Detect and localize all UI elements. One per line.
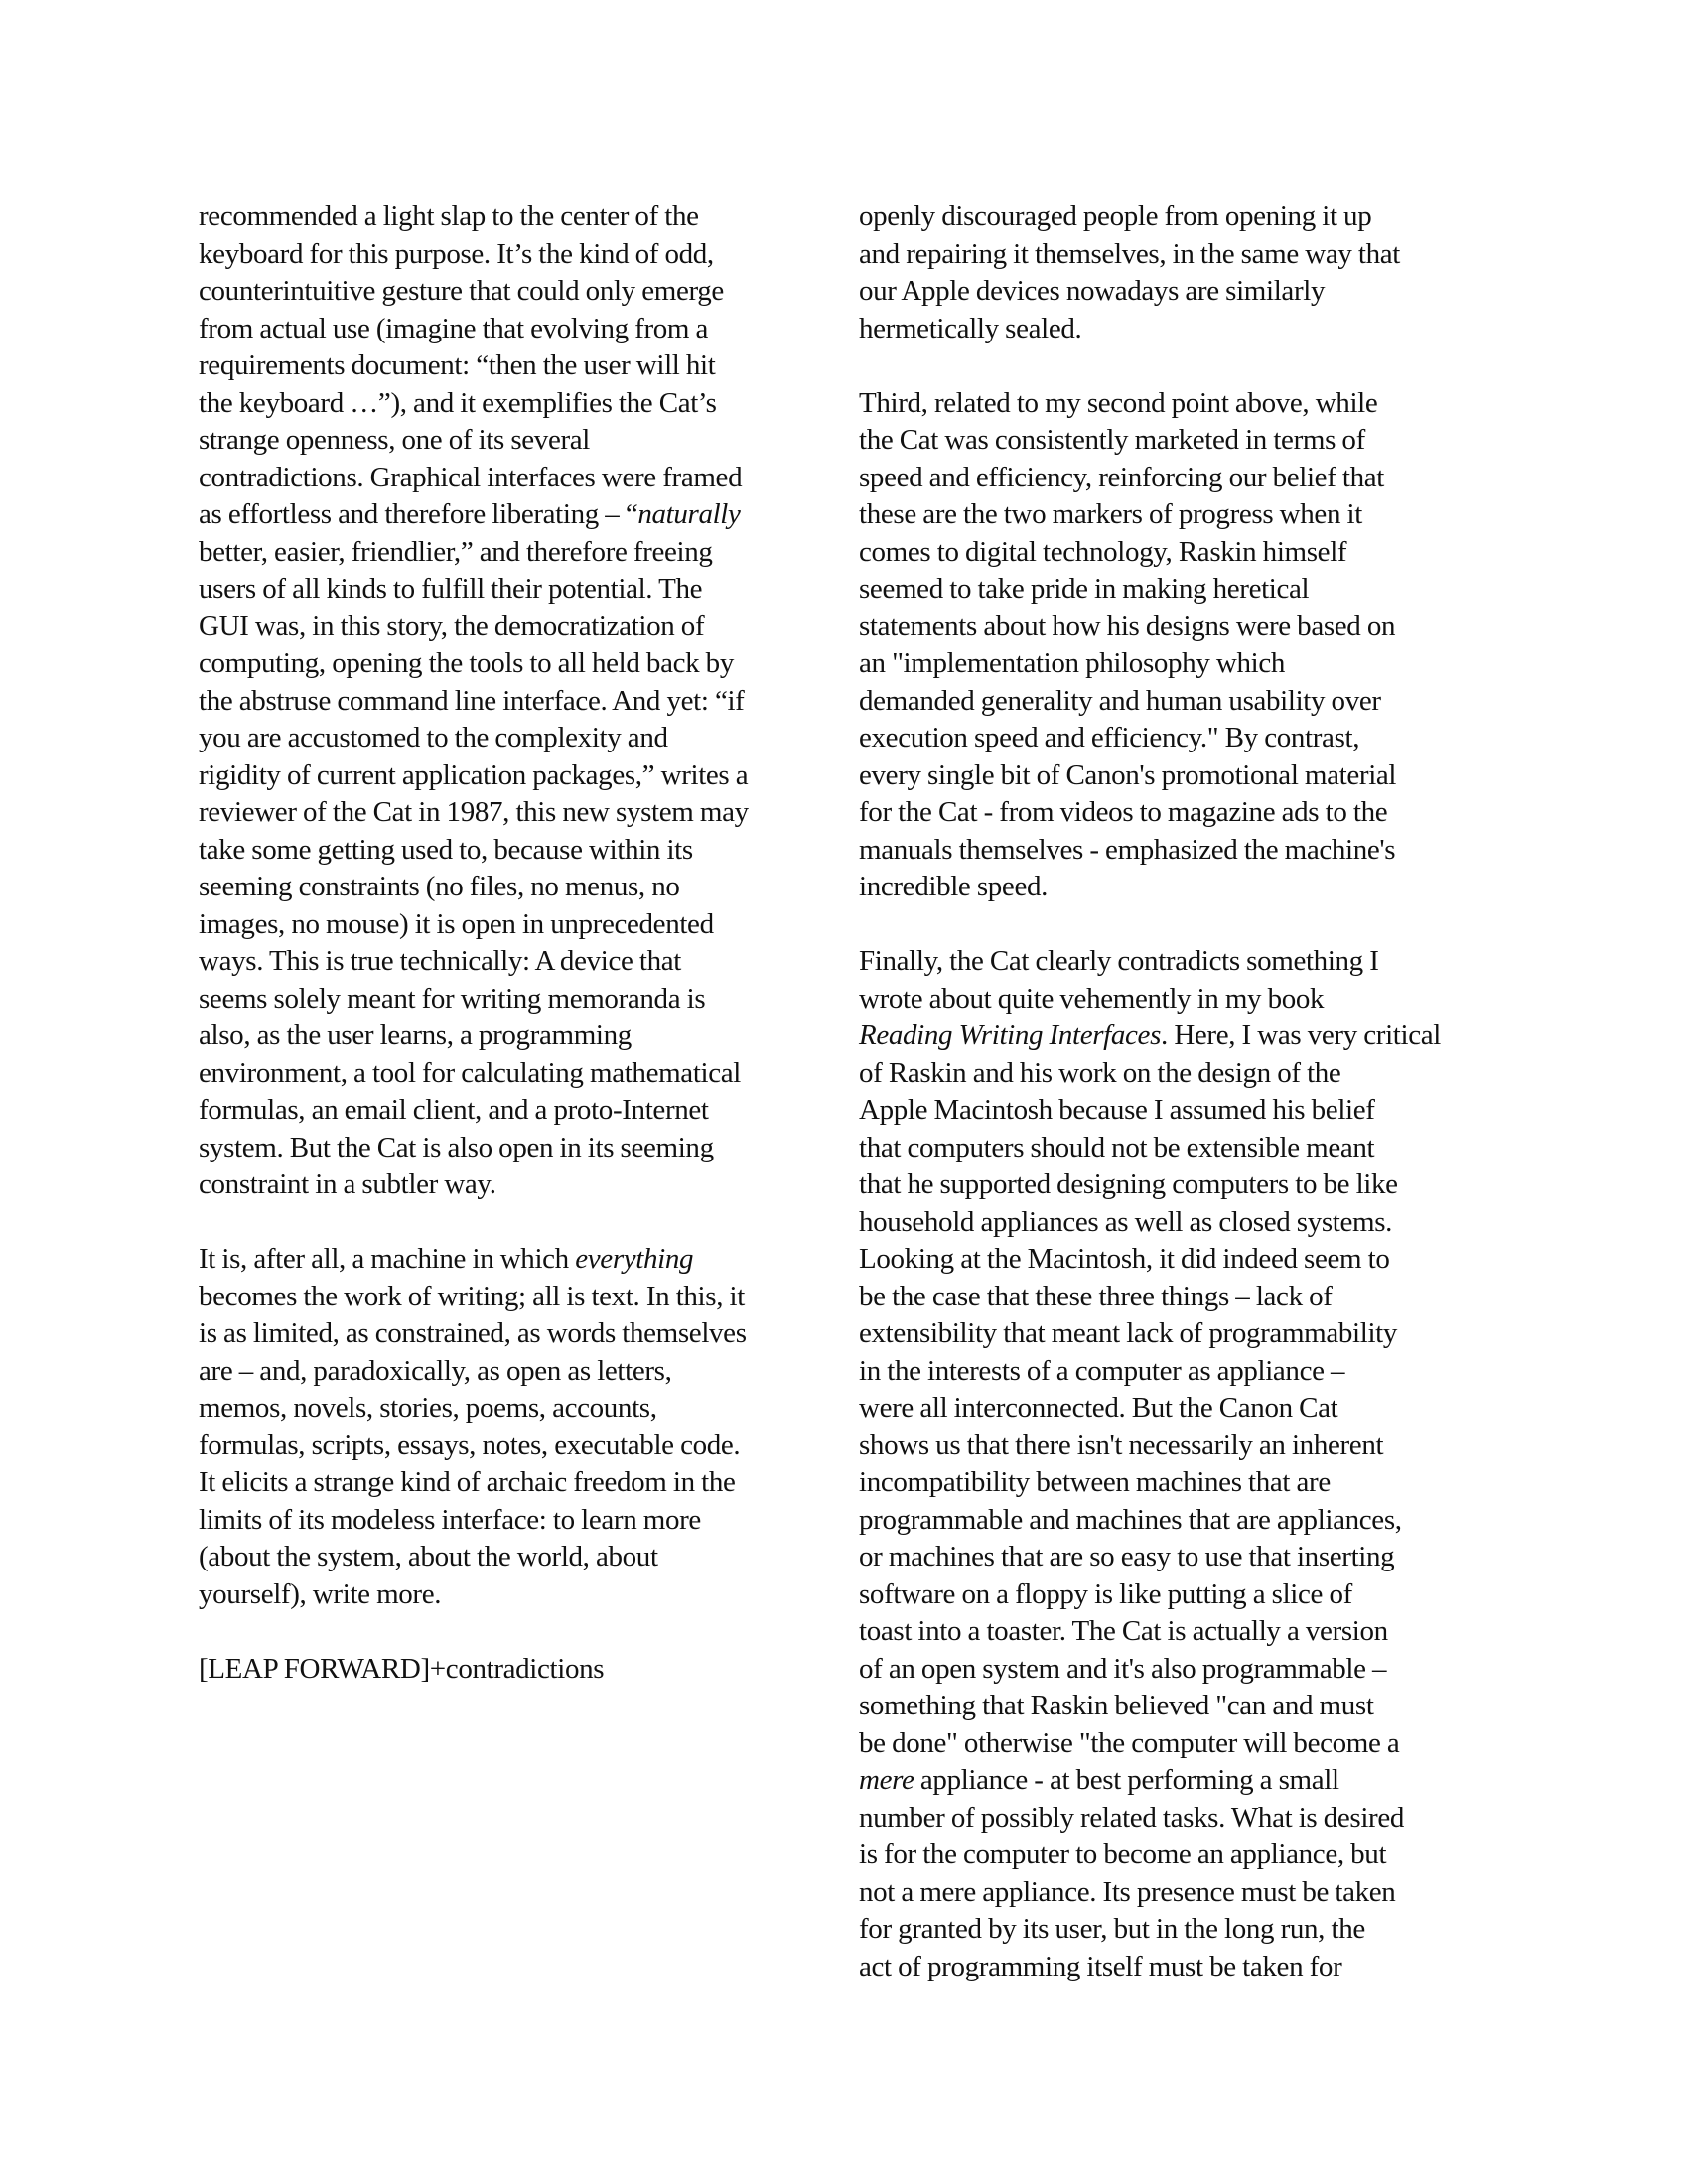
text-line: It elicits a strange kind of archaic freedom in the bbox=[199, 1466, 736, 1498]
text-line: were all interconnected. But the Canon Cat bbox=[859, 1392, 1338, 1424]
text-line: is for the computer to become an appliance, but bbox=[859, 1839, 1387, 1870]
text-line: yourself), write more. bbox=[199, 1577, 442, 1610]
text-line: seeming constraints (no files, no menus, no bbox=[199, 871, 680, 902]
text-line: seems solely meant for writing memoranda is bbox=[199, 982, 706, 1015]
paragraph-leap-forward-note bbox=[199, 1651, 834, 1689]
text-run: It is, after all, a machine in which bbox=[199, 1243, 576, 1275]
italic-everything: everything bbox=[575, 1243, 694, 1275]
text-line: requirements document: “then the user will hit bbox=[199, 349, 716, 381]
text-line bbox=[859, 1018, 1494, 1055]
text-line: Finally, the Cat clearly contradicts something I bbox=[859, 945, 1379, 977]
text-line: execution speed and efficiency." By contrast, bbox=[859, 722, 1360, 753]
text-line: be done" otherwise "the computer will become a bbox=[859, 1726, 1400, 1759]
text-line: Third, related to my second point above, while bbox=[859, 386, 1378, 419]
text-line: that computers should not be extensible meant bbox=[859, 1131, 1375, 1163]
text-line: statements about how his designs were based on bbox=[859, 610, 1396, 642]
text-line: something that Raskin believed "can and must bbox=[859, 1690, 1374, 1721]
text-line: for granted by its user, but in the long run, the bbox=[859, 1913, 1365, 1945]
text-line: toast into a toaster. The Cat is actually a version bbox=[859, 1615, 1388, 1647]
text-line: comes to digital technology, Raskin himself bbox=[859, 535, 1347, 568]
text-line bbox=[199, 496, 834, 534]
text-line bbox=[199, 1241, 834, 1279]
text-run: as effortless and therefore liberating – “ bbox=[199, 498, 638, 530]
text-line: be the case that these three things – lack of bbox=[859, 1280, 1333, 1312]
text-line: better, easier, friendlier,” and therefore freeing bbox=[199, 535, 713, 568]
italic-mere: mere bbox=[859, 1764, 914, 1796]
italic-book-title: Reading Writing Interfaces bbox=[859, 1020, 1162, 1051]
text-line: you are accustomed to the complexity and bbox=[199, 722, 668, 753]
right-column bbox=[859, 199, 1494, 1985]
text-line: not a mere appliance. Its presence must be taken bbox=[859, 1875, 1396, 1908]
text-line: system. But the Cat is also open in its seeming bbox=[199, 1131, 714, 1163]
paragraph-everything-writing bbox=[199, 1241, 834, 1613]
text-line: formulas, scripts, essays, notes, executable code. bbox=[199, 1429, 741, 1461]
text-line: every single bit of Canon's promotional material bbox=[859, 758, 1397, 791]
text-line: of Raskin and his work on the design of the bbox=[859, 1056, 1341, 1089]
paragraph-third-point bbox=[859, 385, 1494, 906]
text-line: these are the two markers of progress when it bbox=[859, 498, 1362, 530]
left-column bbox=[199, 199, 834, 1688]
text-line: speed and efficiency, reinforcing our belief that bbox=[859, 461, 1384, 493]
text-line: the Cat was consistently marketed in terms of bbox=[859, 424, 1365, 456]
text-line: programmable and machines that are appliances, bbox=[859, 1503, 1402, 1536]
text-line: of an open system and it's also programmable – bbox=[859, 1652, 1387, 1685]
text-line: memos, novels, stories, poems, accounts, bbox=[199, 1392, 657, 1424]
text-line: or machines that are so easy to use that inserting bbox=[859, 1541, 1395, 1572]
text-line: incompatibility between machines that are bbox=[859, 1466, 1331, 1498]
text-line: in the interests of a computer as appliance – bbox=[859, 1354, 1345, 1387]
text-line: demanded generality and human usability over bbox=[859, 684, 1381, 717]
text-line: computing, opening the tools to all held back by bbox=[199, 647, 734, 679]
text-line: software on a floppy is like putting a slice of bbox=[859, 1577, 1352, 1610]
text-line: (about the system, about the world, about bbox=[199, 1541, 658, 1572]
text-line: Looking at the Macintosh, it did indeed seem to bbox=[859, 1243, 1390, 1275]
text-line: rigidity of current application packages,” writes a bbox=[199, 758, 749, 791]
text-line: limits of its modeless interface: to learn more bbox=[199, 1503, 701, 1536]
text-line: becomes the work of writing; all is text. In this, it bbox=[199, 1280, 745, 1312]
text-line: contradictions. Graphical interfaces were framed bbox=[199, 461, 743, 493]
text-line: extensibility that meant lack of programmability bbox=[859, 1317, 1398, 1349]
text-line: number of possibly related tasks. What is desired bbox=[859, 1801, 1405, 1834]
text-line: users of all kinds to fulfill their potential. The bbox=[199, 573, 703, 605]
paragraph-hermetically-sealed bbox=[859, 199, 1494, 347]
text-line: wrote about quite vehemently in my book bbox=[859, 982, 1325, 1015]
text-line: the keyboard …”), and it exemplifies the Cat’s bbox=[199, 386, 717, 419]
paragraph-gap bbox=[859, 906, 1494, 944]
text-run: . Here, I was very critical bbox=[1161, 1020, 1441, 1051]
text-line: images, no mouse) it is open in unprecedented bbox=[199, 907, 714, 940]
text-line: GUI was, in this story, the democratization of bbox=[199, 610, 705, 642]
text-line: household appliances as well as closed systems. bbox=[859, 1205, 1393, 1238]
text-line: reviewer of the Cat in 1987, this new system may bbox=[199, 796, 749, 828]
text-line: and repairing it themselves, in the same way that bbox=[859, 237, 1400, 270]
paragraph-gap bbox=[199, 1204, 834, 1242]
text-line: openly discouraged people from opening it up bbox=[859, 201, 1372, 232]
text-line: manuals themselves - emphasized the machine's bbox=[859, 833, 1396, 866]
text-line: counterintuitive gesture that could only emerge bbox=[199, 275, 724, 307]
text-line: strange openness, one of its several bbox=[199, 424, 591, 456]
text-line: act of programming itself must be taken for bbox=[859, 1950, 1342, 1982]
paragraph-gap bbox=[859, 347, 1494, 385]
text-line: keyboard for this purpose. It’s the kind of odd, bbox=[199, 237, 714, 270]
text-line: Apple Macintosh because I assumed his belief bbox=[859, 1094, 1375, 1126]
text-line: ways. This is true technically: A device that bbox=[199, 945, 681, 977]
italic-naturally: naturally bbox=[637, 498, 741, 530]
text-line: also, as the user learns, a programming bbox=[199, 1020, 632, 1051]
text-line: seemed to take pride in making heretical bbox=[859, 573, 1310, 605]
text-line: an "implementation philosophy which bbox=[859, 647, 1285, 679]
text-line: is as limited, as constrained, as words themselves bbox=[199, 1317, 747, 1349]
text-line: our Apple devices nowadays are similarly bbox=[859, 275, 1326, 307]
paragraph-finally bbox=[859, 943, 1494, 1985]
text-line: shows us that there isn't necessarily an inherent bbox=[859, 1429, 1384, 1461]
text-line: constraint in a subtler way. bbox=[199, 1168, 496, 1200]
paragraph-gui-openness bbox=[199, 199, 834, 1204]
text-line: take some getting used to, because within its bbox=[199, 833, 693, 866]
text-line: formulas, an email client, and a proto-Internet bbox=[199, 1094, 709, 1126]
text-line: are – and, paradoxically, as open as letters, bbox=[199, 1354, 672, 1387]
text-line: recommended a light slap to the center of the bbox=[199, 201, 699, 232]
text-line: from actual use (imagine that evolving from a bbox=[199, 312, 709, 344]
editorial-note: [LEAP FORWARD]+contradictions bbox=[199, 1652, 605, 1685]
text-line: for the Cat - from videos to magazine ads to the bbox=[859, 796, 1388, 828]
text-line: incredible speed. bbox=[859, 871, 1049, 902]
text-line bbox=[859, 1762, 1494, 1800]
text-line: environment, a tool for calculating mathematical bbox=[199, 1056, 741, 1089]
text-line: hermetically sealed. bbox=[859, 312, 1082, 344]
text-line: that he supported designing computers to be like bbox=[859, 1168, 1398, 1200]
text-line: the abstruse command line interface. And yet: “if bbox=[199, 684, 745, 717]
paragraph-gap bbox=[199, 1613, 834, 1651]
text-run: appliance - at best performing a small bbox=[914, 1764, 1339, 1796]
